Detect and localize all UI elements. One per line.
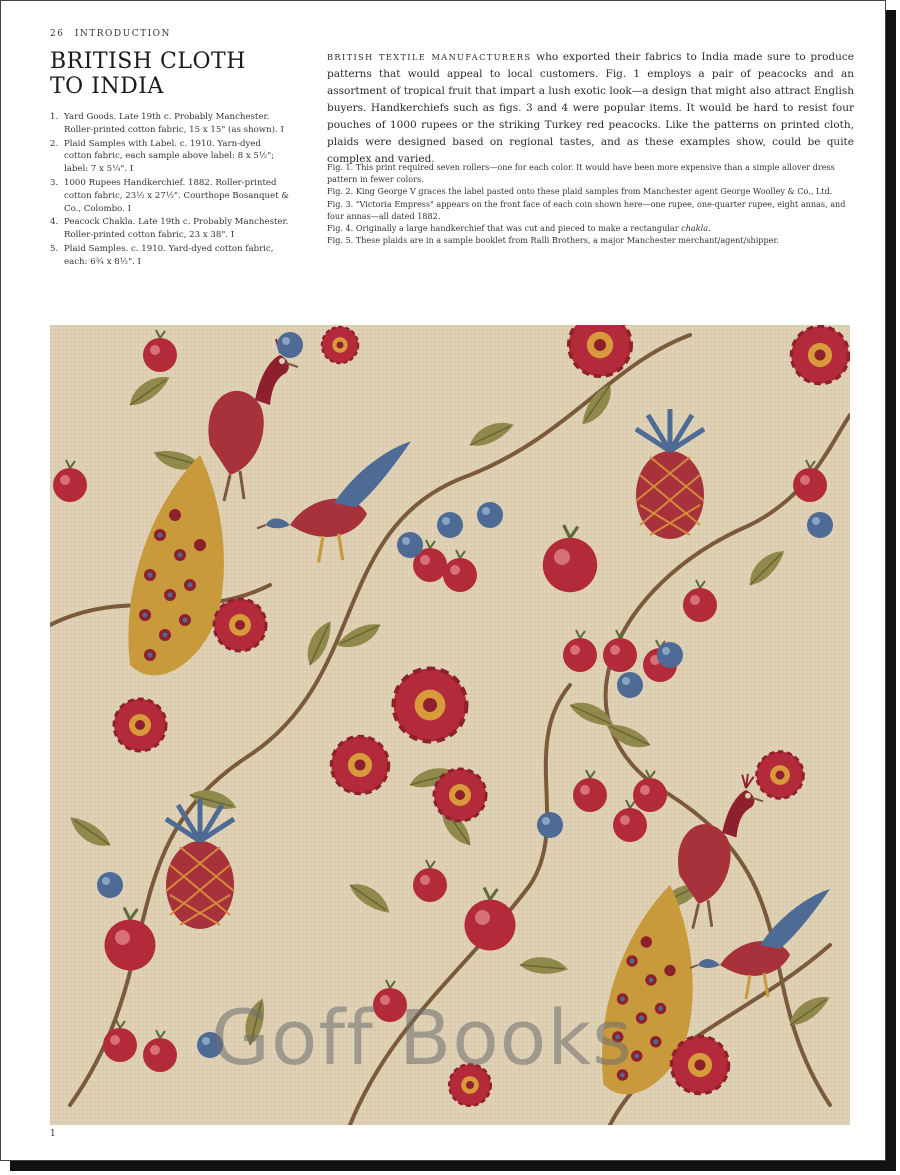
fig-note: Fig. 3. "Victoria Empress" appears on the front face of each coin shown here—one rupee, one-quarter rupee, eight annas, and four annas—all dated 1882.	[327, 198, 846, 221]
watermark: Goff Books	[211, 993, 633, 1082]
title-line-1: BRITISH CLOTH	[50, 49, 246, 74]
caption-list	[50, 111, 290, 270]
caption-text: Plaid Samples with Label. c. 1910. Yarn-dyed cotton fabric, each sample above label: 8 x 5½"; label: 7 x 5¼". I	[64, 138, 275, 175]
caption-item	[50, 177, 290, 215]
caption-number: 3.	[50, 177, 59, 188]
caption-item	[50, 111, 290, 137]
fig-note: Fig. 1. This print required seven rollers—one for each color. It would have been more expensive than a simple allover dress pattern in fewer colors.	[327, 162, 835, 185]
lead-in: BRITISH TEXTILE MANUFACTURERS	[327, 52, 532, 62]
caption-item	[50, 138, 290, 176]
caption-number: 2.	[50, 138, 59, 149]
fig-note: Fig. 5. These plaids are in a sample booklet from Ralli Brothers, a major Manchester merchant/agent/shipper.	[327, 235, 779, 246]
fig-note	[327, 222, 854, 234]
caption-item	[50, 216, 290, 242]
figure-notes	[327, 161, 854, 246]
caption-number: 5.	[50, 243, 59, 254]
caption-text: 1000 Rupees Handkerchief. 1882. Roller-printed cotton fabric, 23½ x 27½". Courthope Bosanquet & Co., Colombo. I	[64, 177, 289, 214]
section-name: INTRODUCTION	[74, 29, 171, 39]
running-head	[50, 29, 171, 39]
fig-note-italic: chakla	[681, 223, 709, 234]
caption-number: 4.	[50, 217, 59, 228]
figure-number: 1	[50, 1129, 56, 1139]
fig-note-end: .	[708, 223, 711, 234]
page-number: 26	[50, 29, 65, 39]
caption-text: Plaid Samples. c. 1910. Yard-dyed cotton fabric, each: 6¾ x 8½". I	[64, 243, 274, 267]
body-text: who exported their fabrics to India made sure to produce patterns that would appeal to local customers. Fig. 1 employs a pair of peacocks and an assortment of tropical fruit that impart a lush exotic look—a design that might also attract English buyers. Handkerchiefs such as figs. 3 and 4 were popular items. It would be hard to resist four pouches of 1000 rupees or the striking Turkey red peacocks. Like the patterns on printed cloth, plaids were designed based on regional tastes, and as these examples show, could be quite complex and varied.	[327, 51, 854, 165]
fig-note-text: Fig. 4. Originally a large handkerchief that was cut and pieced to make a rectangular	[327, 223, 682, 234]
caption-number: 1.	[50, 112, 59, 122]
caption-text: Peacock Chakla. Late 19th c. Probably Manchester. Roller-printed cotton fabric, 23 x 38". I	[64, 217, 289, 241]
caption-item	[50, 243, 290, 269]
caption-text: Yard Goods. Late 19th c. Probably Manchester. Roller-printed cotton fabric, 15 x 15" (as shown). I	[64, 112, 284, 135]
fig-note: Fig. 2. King George V graces the label pasted onto these plaid samples from Manchester agent George Woolley & Co., Ltd.	[327, 186, 833, 197]
chapter-title	[50, 49, 290, 99]
body-paragraph	[327, 49, 854, 168]
title-line-2: TO INDIA	[50, 74, 164, 99]
